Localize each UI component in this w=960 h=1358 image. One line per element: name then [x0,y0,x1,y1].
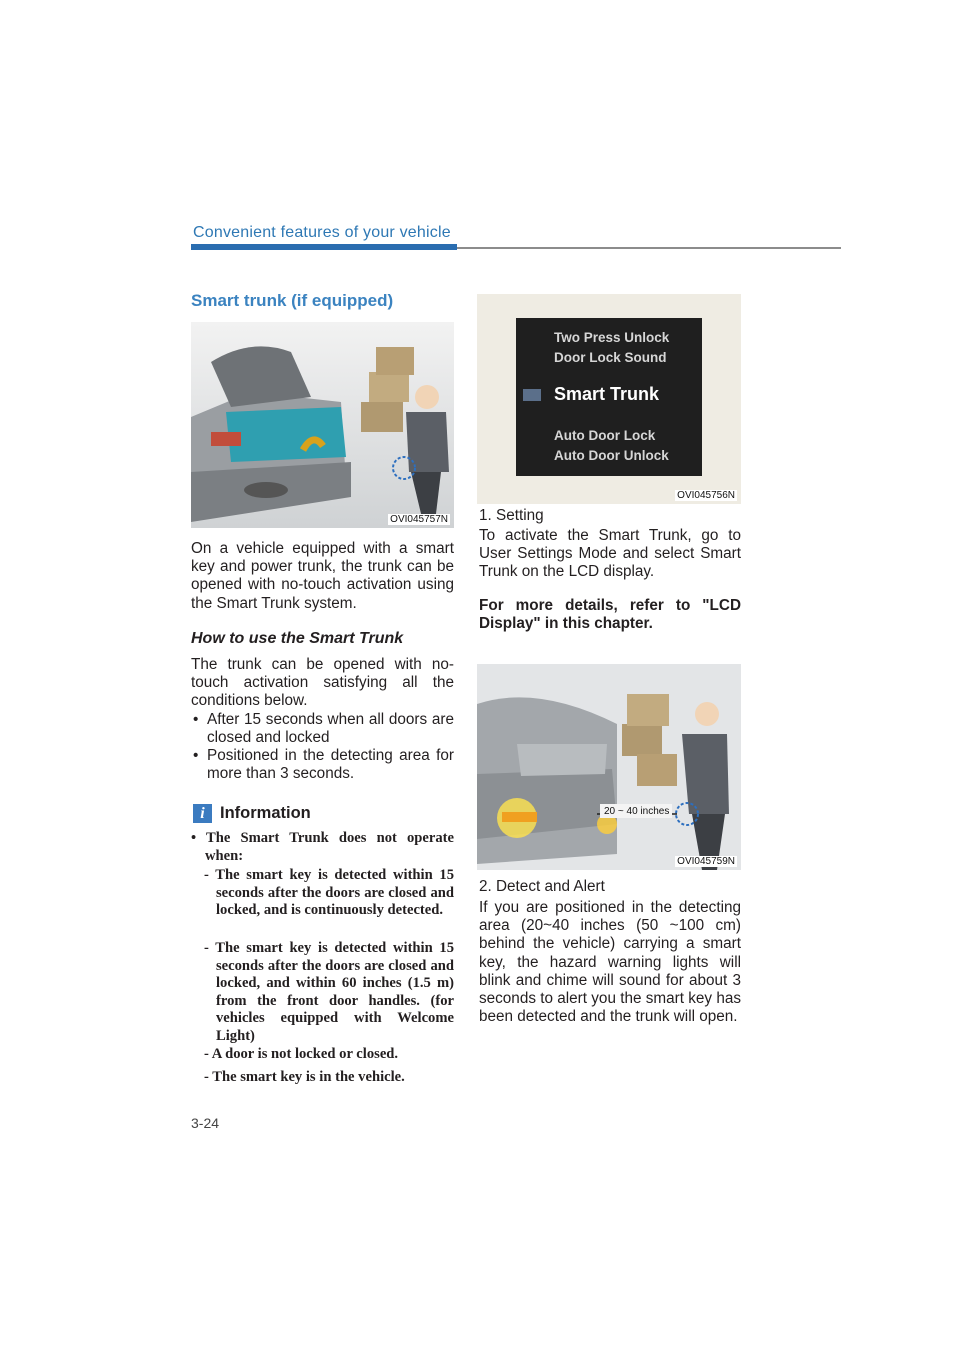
info-lead-bullet: • [191,830,206,846]
figure-detect-alert [477,664,741,870]
intro-paragraph: On a vehicle equipped with a smart key and power trunk, the trunk can be opened with no-touch activation using the Smart Trunk system. [191,540,454,612]
figure-open-trunk [191,322,454,528]
how-to-title: How to use the Smart Trunk [191,630,404,647]
step1-title: 1. Setting [479,507,544,524]
lcd-selected-row [516,378,702,412]
info-item: - The smart key is detected within 15 seconds after the doors are closed and locked, and is continuously detected. [204,867,454,919]
figure-code: OVI045759N [677,856,735,867]
bullet-text: Positioned in the detecting area for more than 3 seconds. [207,747,454,783]
detect-alert-illustration [477,664,741,870]
figure-code: OVI045757N [390,514,448,525]
open-trunk-illustration [191,322,454,528]
distance-label: 20 ~ 40 inches [604,806,670,817]
step2-title: 2. Detect and Alert [479,878,605,895]
info-item: - The smart key is detected within 15 seconds after the doors are closed and locked, and within 60 inches (1.5 m) from the front door handles. (for vehicles equipped with Welcome Light) [204,940,454,1044]
bullet-dot: • [193,747,199,764]
how-to-text: The trunk can be opened with no-touch activation satisfying all the conditions below. [191,656,454,710]
header-rule [457,247,841,249]
page-number: 3-24 [191,1115,220,1131]
bullet-item [191,711,454,747]
info-lead [191,830,454,865]
step2-text: If you are positioned in the detecting area (20~40 inches (50 ~100 cm) behind the vehicle) carrying a smart key, the hazard warning lights will blink and chime will sound for about 3 seconds to alert you the smart key has been detected and the trunk will open. [479,899,741,1026]
figure-code: OVI045756N [677,490,735,501]
figure-lcd-settings [477,294,741,504]
header-accent-bar [191,244,457,250]
step1-note: For more details, refer to "LCD Display" in this chapter. [479,597,741,633]
lcd-item: Two Press Unlock [554,330,670,345]
bullet-text: After 15 seconds when all doors are closed and locked [207,711,454,747]
lcd-item-selected: Smart Trunk [554,384,660,404]
lcd-screen [516,318,702,476]
lcd-item: Auto Door Unlock [554,448,669,463]
lcd-item: Auto Door Lock [554,428,656,443]
step1-text: To activate the Smart Trunk, go to User Settings Mode and select Smart Trunk on the LCD display. [479,527,741,581]
section-title: Smart trunk (if equipped) [191,291,394,310]
info-lead-text: The Smart Trunk does not operate when: [205,830,454,864]
bullet-dot: • [193,711,199,728]
header-section-title: Convenient features of your vehicle [193,224,451,241]
info-item: - The smart key is in the vehicle. [204,1069,405,1085]
info-title: Information [220,804,311,822]
info-icon: i [193,804,212,823]
info-item: - A door is not locked or closed. [204,1046,399,1062]
bullet-item [191,747,454,783]
lcd-item: Door Lock Sound [554,350,667,365]
lcd-selector-icon [523,389,541,401]
